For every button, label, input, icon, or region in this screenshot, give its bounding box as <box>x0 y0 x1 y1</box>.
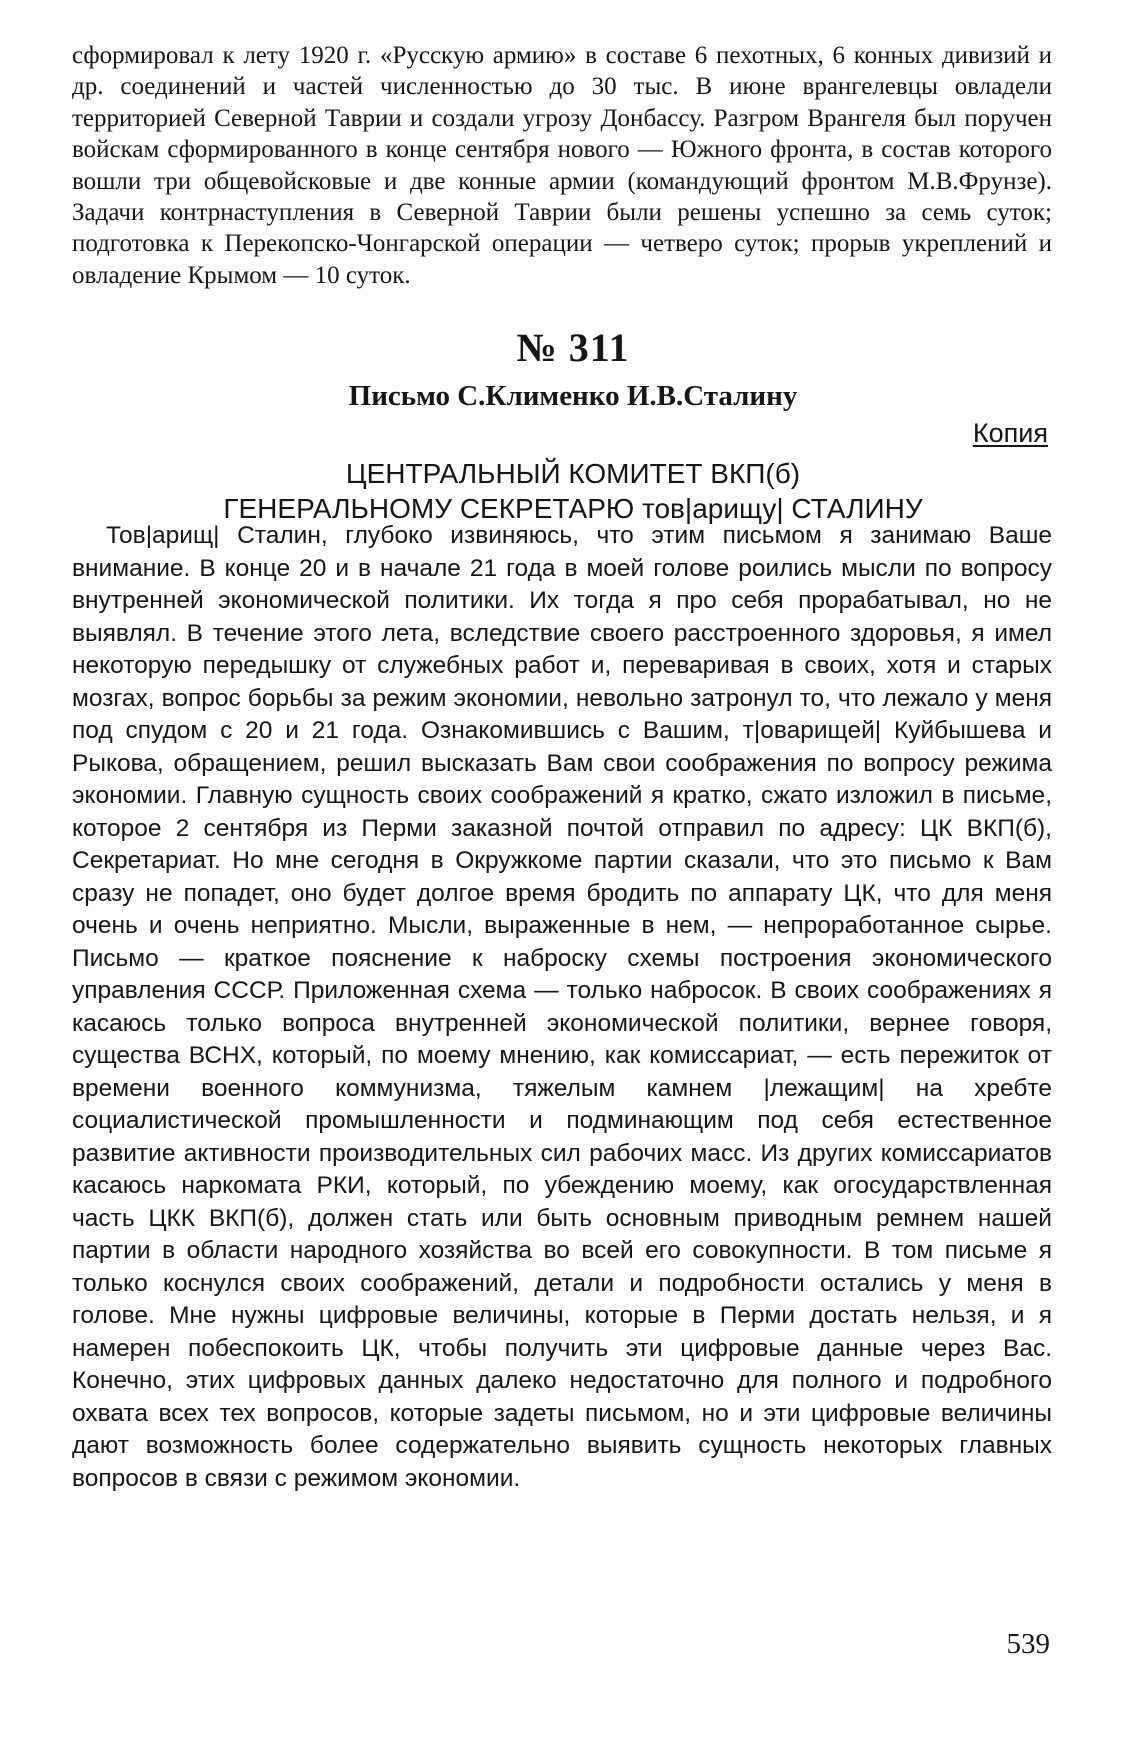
letter-body: Тов|арищ| Сталин, глубоко извиняюсь, что этим письмом я занимаю Ваше внимание. В конце 20 и в начале 21 года в моей голове роились мысли по вопросу внутренней экономической политики. Их тогда я про себя прорабатывал, но не выявлял. В течение этого лета, вследствие своего расстроенного здоровья, я имел некоторую передышку от служебных работ и, переваривая в своих, хотя и старых мозгах, вопрос борьбы за режим экономии, невольно затронул то, что лежало у меня под спудом с 20 и 21 года. Ознакомившись с Вашим, т|оварищей| Куйбышева и Рыкова, обращением, решил высказать Вам свои соображения по вопросу режима экономии. Главную сущность своих соображений я кратко, сжато изложил в письме, которое 2 сентября из Перми заказной почтой отправил по адресу: ЦК ВКП(б), Секретариат. Но мне сегодня в Окружкоме партии сказали, что это письмо к Вам сразу не попадет, оно будет долгое время бродить по аппарату ЦК, что для меня очень и очень неприятно. Мысли, выраженные в нем, — непроработанное сырье. Письмо — краткое пояснение к наброску схемы построения экономического управления СССР. Приложенная схема — только набросок. В своих соображениях я касаюсь только вопроса внутренней экономической политики, вернее говоря, существа ВСНХ, который, по моему мнению, как комиссариат, — есть пережиток от времени военного коммунизма, тяжелым камнем |лежащим| на хребте социалистической промышленности и подминающим под себя естественное развитие активности производительных сил рабочих масс. Из других комиссариатов касаюсь наркомата РКИ, который, по убеждению моему, как огосударствленная часть ЦКК ВКП(б), должен стать или быть основным приводным ремнем нашей партии в области народного хозяйства во всей его совокупности. В том письме я только коснулся своих соображений, детали и подробности остались у меня в голове. Мне нужны цифровые величины, которые в Перми достать нельзя, и я намерен побеспокоить ЦК, чтобы получить эти цифровые данные через Вас. Конечно, этих цифровых данных далеко недостаточно для полного и подробного охвата всех тех вопросов, которые задеты письмом, но и эти цифровые величины дают возможность более содержательно выявить сущность некоторых главных вопросов в связи с режимом экономии. <box>72 522 1052 1492</box>
addressee-line-2: ГЕНЕРАЛЬНОМУ СЕКРЕТАРЮ тов|арищу| СТАЛИНУ <box>223 493 923 524</box>
copy-mark: Копия <box>972 418 1048 448</box>
addressee-block <box>0 456 1146 526</box>
document-number: № 311 <box>516 325 630 370</box>
addressee-line-1: ЦЕНТРАЛЬНЫЙ КОМИТЕТ ВКП(б) <box>345 458 801 489</box>
document-title: Письмо С.Клименко И.В.Сталину <box>348 380 798 412</box>
page-number: 539 <box>1006 1628 1050 1660</box>
intro-paragraph: сформировал к лету 1920 г. «Русскую армию» в составе 6 пехотных, 6 конных дивизий и др. соединений и частей численностью до 30 тыс. В июне врангелевцы овладели территорией Северной Таврии и создали угрозу Донбассу. Разгром Врангеля был поручен войскам сформированного в конце сентября нового — Южного фронта, в состав которого вошли три общевойсковые и две конные армии (командующий фронтом М.В.Фрунзе). Задачи контрнаступления в Северной Таврии были решены успешно за семь суток; подготовка к Перекопско-Чонгарской операции — четверо суток; прорыв укреплений и овладение Крымом — 10 суток. <box>72 42 1052 289</box>
